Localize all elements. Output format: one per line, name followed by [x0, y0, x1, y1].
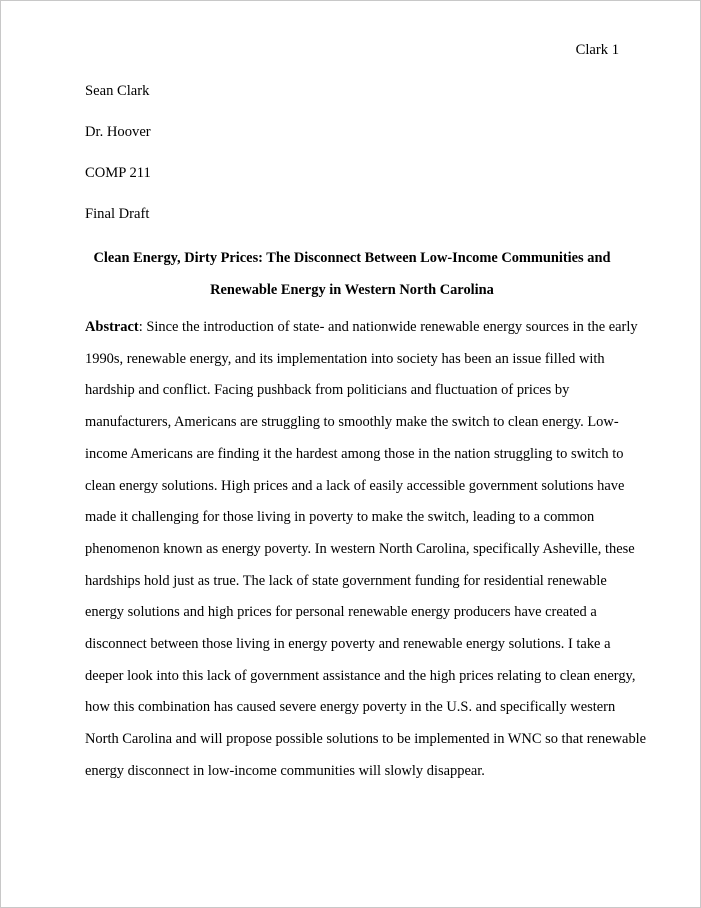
paper-title	[85, 242, 619, 306]
abstract-line-8: phenomenon known as energy poverty. In western North Carolina, specifically Asheville, these	[85, 540, 635, 557]
draft-label: Final Draft	[85, 206, 150, 222]
abstract-label: Abstract	[85, 319, 139, 335]
abstract-line-6: clean energy solutions. High prices and a lack of easily accessible government solutions have	[85, 477, 625, 494]
abstract-line-14: North Carolina and will propose possible solutions to be implemented in WNC so that renewable	[85, 731, 647, 748]
abstract-line-1-text: : Since the introduction of state- and nationwide renewable energy sources in the early	[138, 319, 638, 335]
abstract-line-11: disconnect between those living in energy poverty and renewable energy solutions. I take a	[85, 636, 611, 653]
author-name: Sean Clark	[85, 83, 150, 99]
abstract-line-1	[85, 312, 638, 344]
instructor-name: Dr. Hoover	[85, 124, 151, 140]
course-name: COMP 211	[85, 165, 151, 181]
abstract-line-5: income Americans are finding it the hardest among those in the nation struggling to switch to	[85, 445, 624, 462]
abstract-line-12: deeper look into this lack of government assistance and the high prices relating to clean energy,	[85, 667, 636, 684]
abstract-line-13: how this combination has caused severe energy poverty in the U.S. and specifically western	[85, 699, 616, 716]
abstract-line-4: manufacturers, Americans are struggling to smoothly make the switch to clean energy. Low-	[85, 414, 619, 431]
abstract-line-7: made it challenging for those living in poverty to make the switch, leading to a common	[85, 509, 595, 526]
abstract-line-3: hardship and conflict. Facing pushback from politicians and fluctuation of prices by	[85, 382, 570, 399]
abstract-line-15: energy disconnect in low-income communities will slowly disappear.	[85, 762, 485, 779]
title-line-1: Clean Energy, Dirty Prices: The Disconnect Between Low-Income Communities and	[93, 250, 611, 266]
running-head: Clark 1	[575, 42, 619, 58]
abstract-paragraph	[85, 312, 647, 788]
title-line-2: Renewable Energy in Western North Carolina	[210, 282, 494, 298]
abstract-line-9: hardships hold just as true. The lack of state government funding for residential renewable	[85, 572, 607, 589]
abstract-line-2: 1990s, renewable energy, and its implementation into society has been an issue filled with	[85, 350, 605, 367]
abstract-line-10: energy solutions and high prices for personal renewable energy producers have created a	[85, 604, 597, 621]
